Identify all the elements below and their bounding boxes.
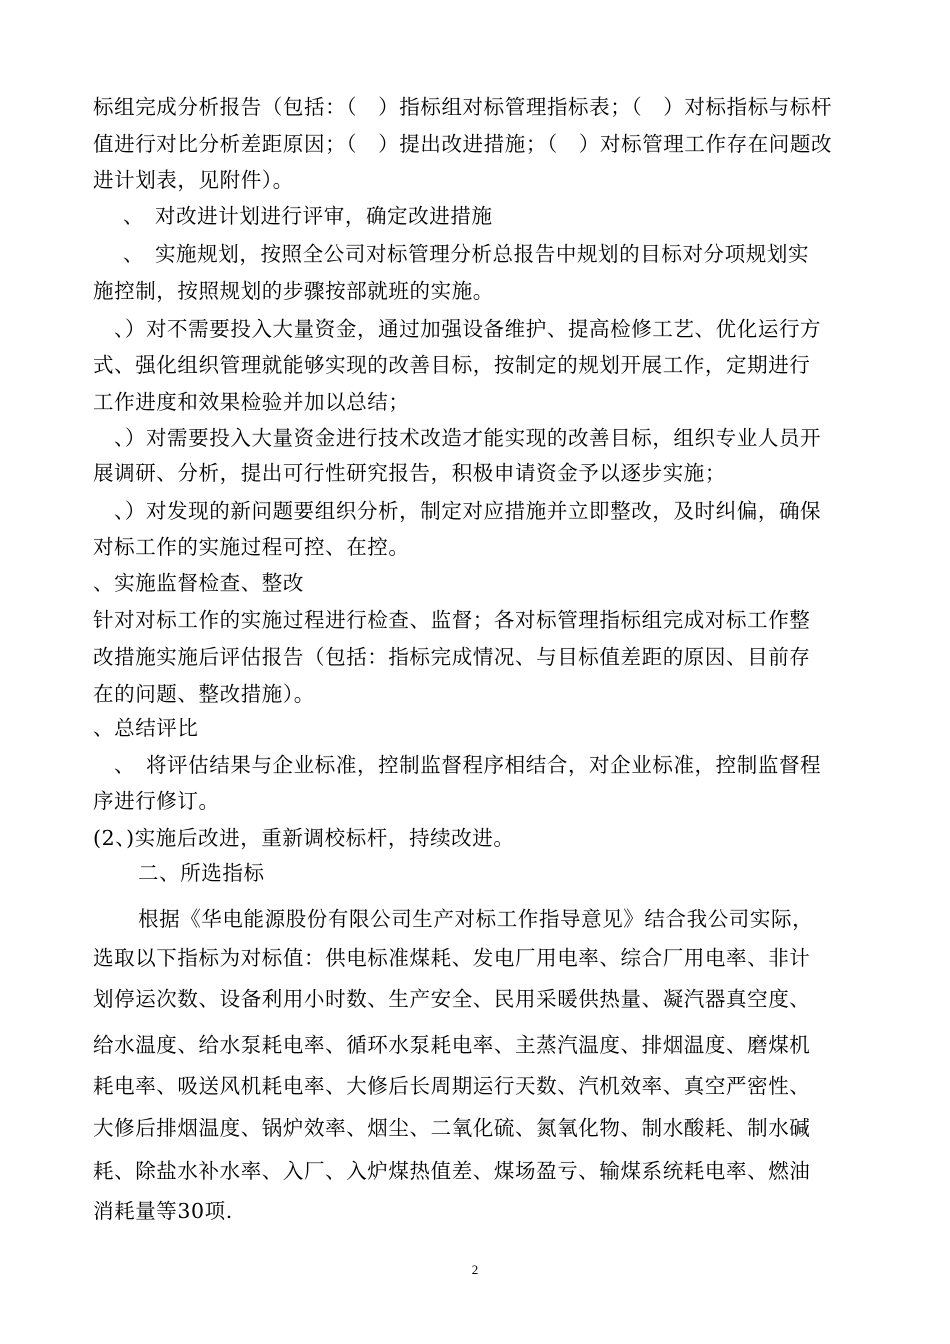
text-line: 改措施实施后评估报告（包括：指标完成情况、与目标值差距的原因、目前存 [93, 645, 811, 669]
text-line: 选取以下指标为对标值：供电标准煤耗、发电厂用电率、综合厂用电率、非计 [93, 946, 811, 970]
text-line: 展调研、分析，提出可行性研究报告，积极申请资金予以逐步实施； [93, 461, 726, 485]
text-line: 划停运次数、设备利用小时数、生产安全、民用采暖供热量、凝汽器真空度、 [93, 987, 811, 1011]
text-line: 针对对标工作的实施过程进行检查、监督；各对标管理指标组完成对标工作整 [93, 608, 811, 632]
text-line: 在的问题、整改措施）。 [93, 682, 315, 706]
text-line: 式、强化组织管理就能够实现的改善目标，按制定的规划开展工作，定期进行 [93, 353, 811, 377]
text-line: 大修后排烟温度、锅炉效率、烟尘、二氧化硫、氮氧化物、制水酸耗、制水碱 [93, 1116, 811, 1140]
text-line: 耗、除盐水补水率、入厂、入炉煤热值差、煤场盈亏、输煤系统耗电率、燃油 [93, 1159, 811, 1183]
text-line: 工作进度和效果检验并加以总结； [93, 390, 410, 414]
section-heading: 二、所选指标 [138, 861, 265, 885]
text-line: 、）对发现的新问题要组织分析，制定对应措施并立即整改，及时纠偏，确保 [114, 499, 822, 523]
text-line: 给水温度、给水泵耗电率、循环水泵耗电率、主蒸汽温度、排烟温度、磨煤机 [93, 1033, 811, 1057]
page-number: 2 [471, 1262, 479, 1277]
text-line: 进计划表，见附件）。 [93, 168, 294, 192]
text-line: 耗电率、吸送风机耗电率、大修后长周期运行天数、汽机效率、真空严密性、 [93, 1074, 811, 1098]
section-heading: 、实施监督检查、整改 [93, 571, 304, 595]
text-line: 根据《华电能源股份有限公司生产对标工作指导意见》结合我公司实际， [138, 907, 814, 931]
text-line: 序进行修订。 [93, 789, 220, 813]
text-line: 施控制，按照规划的步骤按部就班的实施。 [93, 279, 494, 303]
text-line: 标组完成分析报告（包括：（ ）指标组对标管理指标表；（ ）对标指标与标杆 [93, 95, 833, 119]
text-line: 、 实施规划，按照全公司对标管理分析总报告中规划的目标对分项规划实 [123, 242, 810, 266]
section-heading: 、总结评比 [93, 716, 199, 740]
text-line: 、 对改进计划进行评审，确定改进措施 [123, 204, 493, 228]
text-line: 值进行对比分析差距原因；（ ）提出改进措施；（ ）对标管理工作存在问题改 [93, 132, 833, 156]
text-line: 、 将评估结果与企业标准，控制监督程序相结合，对企业标准，控制监督程 [114, 753, 822, 777]
text-line: 、）对需要投入大量资金进行技术改造才能实现的改善目标，组织专业人员开 [114, 426, 822, 450]
text-line: 对标工作的实施过程可控、在控。 [93, 535, 410, 559]
text-line: 、）对不需要投入大量资金，通过加强设备维护、提高检修工艺、优化运行方 [114, 317, 822, 341]
text-line: 消耗量等30项. [93, 1199, 233, 1223]
text-line: (2、)实施后改进，重新调校标杆，持续改进。 [93, 826, 515, 850]
